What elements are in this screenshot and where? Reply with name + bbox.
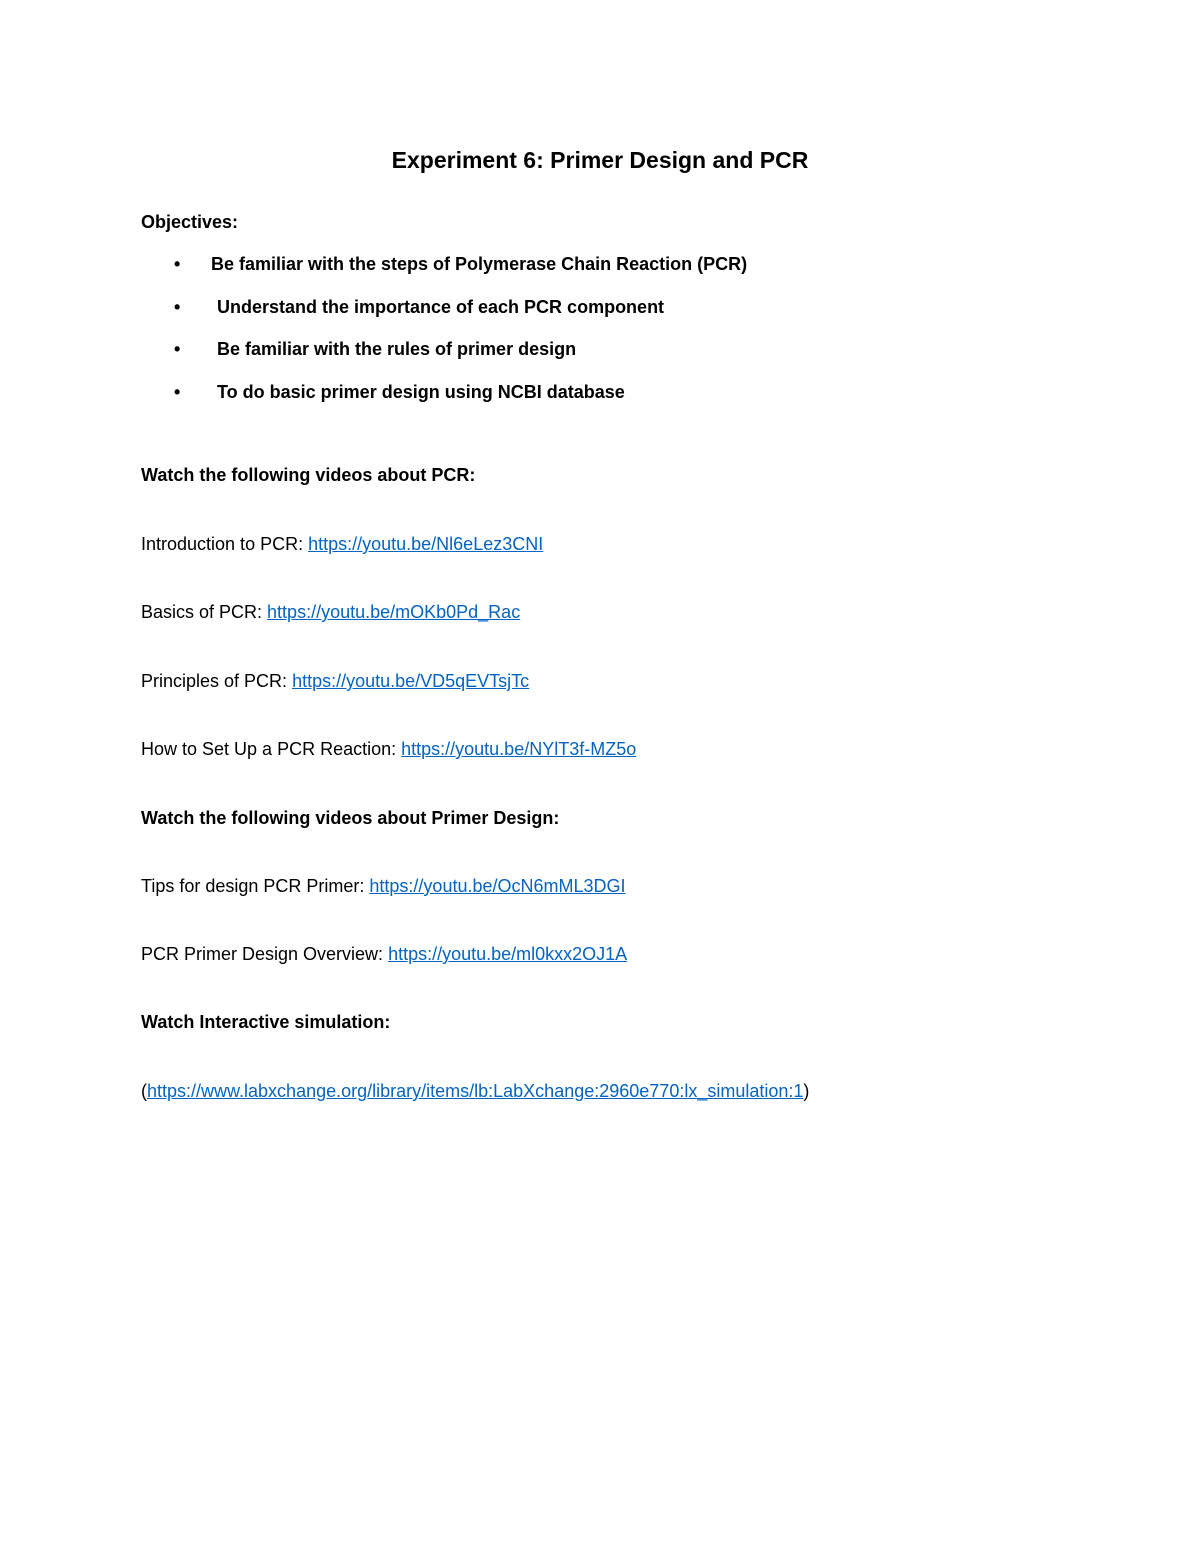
- video-link[interactable]: https://youtu.be/ml0kxx2OJ1A: [388, 944, 628, 964]
- pcr-video-line: [141, 669, 529, 693]
- bullet-icon: •: [174, 297, 181, 317]
- primer-video-line: [141, 942, 627, 966]
- video-link[interactable]: https://youtu.be/VD5qEVTsjTc: [292, 671, 530, 691]
- video-link[interactable]: https://youtu.be/Nl6eLez3CNI: [308, 534, 544, 554]
- video-label: How to Set Up a PCR Reaction:: [141, 739, 402, 759]
- pcr-video-line: [141, 600, 520, 624]
- document-title: Experiment 6: Primer Design and PCR: [391, 147, 809, 173]
- video-label: PCR Primer Design Overview:: [141, 944, 389, 964]
- video-label: Tips for design PCR Primer:: [141, 876, 370, 896]
- objective-text: Be familiar with the steps of Polymerase Chain Reaction (PCR): [211, 254, 748, 274]
- objective-text: Be familiar with the rules of primer design: [217, 339, 577, 359]
- pcr-videos-heading: Watch the following videos about PCR:: [141, 465, 476, 485]
- primer-videos-heading: Watch the following videos about Primer Design:: [141, 808, 560, 828]
- objective-text: To do basic primer design using NCBI database: [217, 382, 625, 402]
- simulation-line: [141, 1079, 809, 1103]
- bullet-icon: •: [174, 254, 181, 274]
- primer-video-line: [141, 874, 626, 898]
- pcr-video-line: [141, 737, 636, 761]
- video-link[interactable]: https://youtu.be/NYlT3f-MZ5o: [401, 739, 637, 759]
- video-link[interactable]: https://youtu.be/OcN6mML3DGI: [369, 876, 626, 896]
- video-label: Principles of PCR:: [141, 671, 293, 691]
- simulation-link[interactable]: https://www.labxchange.org/library/items/lb:LabXchange:2960e770:lx_simulation:1: [147, 1081, 804, 1101]
- video-label: Introduction to PCR:: [141, 534, 309, 554]
- objective-text: Understand the importance of each PCR component: [217, 297, 665, 317]
- bullet-icon: •: [174, 339, 181, 359]
- close-paren: ): [803, 1081, 810, 1101]
- simulation-heading: Watch Interactive simulation:: [141, 1012, 391, 1032]
- pcr-video-line: [141, 532, 543, 556]
- open-paren: (: [141, 1081, 147, 1101]
- video-link[interactable]: https://youtu.be/mOKb0Pd_Rac: [267, 602, 521, 622]
- bullet-icon: •: [174, 382, 181, 402]
- video-label: Basics of PCR:: [141, 602, 268, 622]
- objectives-heading: Objectives:: [141, 212, 239, 232]
